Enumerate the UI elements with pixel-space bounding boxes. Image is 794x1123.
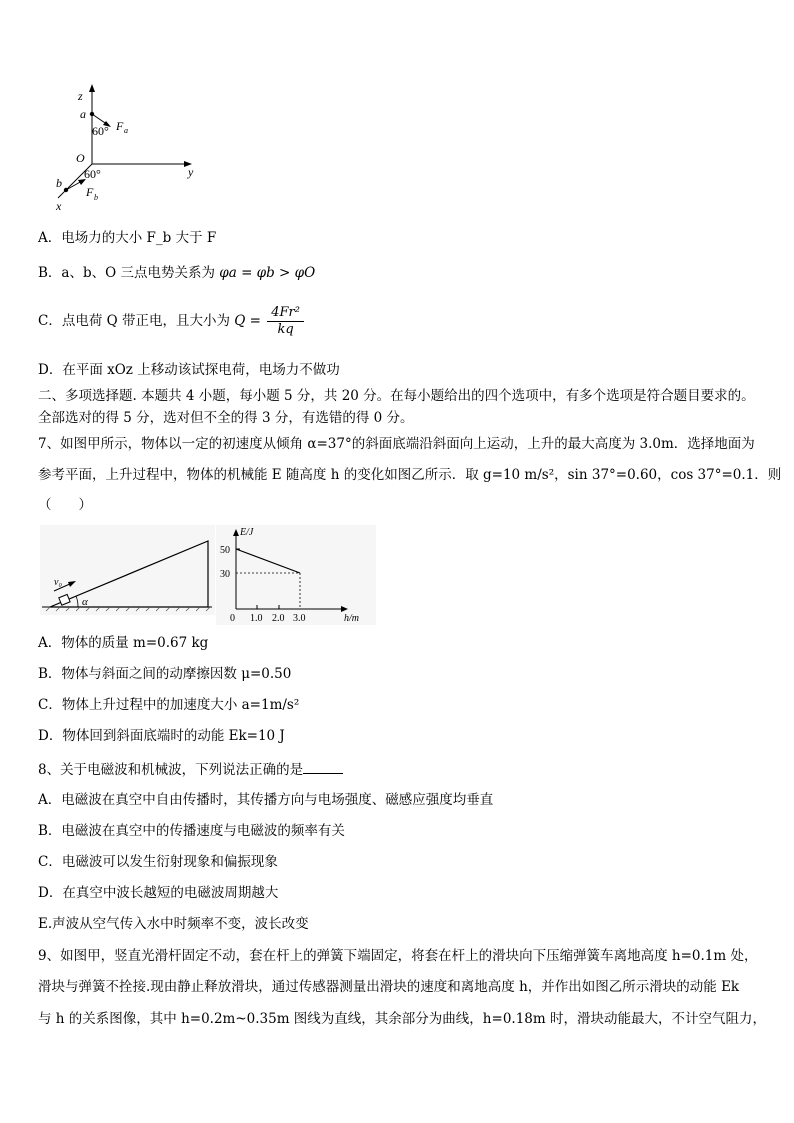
q6-option-b-formula: φa = φb > φO: [219, 265, 316, 281]
force-b-subscript: b: [94, 193, 98, 202]
z-axis-label: z: [78, 89, 83, 103]
alpha-label: α: [82, 596, 88, 608]
q6-option-b-prefix: B．a、b、O 三点电势关系为: [38, 265, 215, 281]
h-axis-label: h/m: [344, 613, 359, 624]
y-axis-label: y: [188, 165, 194, 179]
z-axis-arrow: [89, 84, 95, 92]
q8-option-b: B．电磁波在真空中的传播速度与电磁波的频率有关: [38, 823, 345, 839]
ytick-30-label: 30: [220, 569, 230, 580]
q7-option-b: B．物体与斜面之间的动摩擦因数 μ=0.50: [38, 666, 292, 682]
q6-option-c: [38, 304, 304, 338]
q6-option-b: [38, 263, 315, 283]
q8-option-a: A．电磁波在真空中自由传播时，其传播方向与电场强度、磁感应强度均垂直: [38, 792, 494, 808]
q6-option-a: A．电场力的大小 F_b 大于 F: [38, 230, 217, 246]
q8-option-c: C．电磁波可以发生衍射现象和偏振现象: [38, 854, 278, 870]
q6-coordinate-figure: [40, 80, 220, 215]
q6-option-c-denominator: kq: [277, 322, 294, 337]
q8-option-e: E.声波从空气传入水中时频率不变，波长改变: [38, 916, 309, 932]
point-b-label: b: [56, 176, 62, 190]
q6-option-c-lhs: Q =: [234, 313, 261, 329]
xtick-1-label: 1.0: [250, 613, 263, 624]
force-a-label: F: [116, 119, 124, 133]
e-axis-label: E/J: [240, 527, 254, 538]
q7-incline-figure: [40, 525, 215, 615]
q9-stem-line2: 滑块与弹簧不拴接.现由静止释放滑块，通过传感器测量出滑块的速度和离地高度 h，并作出如图乙所示滑块的动能 Ek: [38, 979, 740, 995]
section2-line2: 全部选对的得 5 分，选对但不全的得 3 分，有选错的得 0 分。: [38, 410, 414, 426]
x-axis-label: x: [56, 199, 62, 213]
q7-stem-line1: 7、如图甲所示，物体以一定的初速度从倾角 α=37°的斜面底端沿斜面向上运动，上升的最大高度为 3.0m．选择地面为: [38, 436, 755, 452]
q7-option-c: C．物体上升过程中的加速度大小 a=1m/s²: [38, 697, 300, 713]
q8-option-d: D．在真空中波长越短的电磁波周期越大: [38, 885, 279, 901]
q8-stem: [38, 759, 343, 780]
xtick-3-label: 3.0: [293, 613, 306, 624]
q7-stem-line3: （ ）: [38, 497, 92, 513]
q7-option-d: D．物体回到斜面底端时的动能 Ek=10 J: [38, 728, 285, 744]
q6-option-c-prefix: C．点电荷 Q 带正电，且大小为: [38, 313, 230, 329]
force-a-subscript: a: [124, 126, 128, 135]
angle-bottom-label: 60°: [84, 167, 101, 181]
force-b-label: F: [86, 185, 94, 199]
q6-option-c-numerator: 4Fr²: [267, 305, 304, 322]
v0-label: v₀: [54, 577, 62, 588]
section2-line1: 二、多项选择题. 本题共 4 小题，每小题 5 分，共 20 分。在每小题给出的四个选项中，有多个选项是符合题目要求的。: [38, 388, 755, 404]
q6-option-c-fraction: [267, 305, 304, 338]
origin-label: O: [76, 151, 85, 165]
q8-answer-blank: [303, 759, 343, 774]
point-a-label: a: [80, 107, 86, 121]
q7-energy-graph: [216, 525, 376, 625]
q9-stem-line3: 与 h 的关系图像，其中 h=0.2m~0.35m 图线为直线，其余部分为曲线，h=0.18m 时，滑块动能最大，不计空气阻力，: [38, 1011, 766, 1027]
xtick-2-label: 2.0: [272, 613, 285, 624]
ytick-50-label: 50: [220, 545, 230, 556]
q7-stem-line2: 参考平面，上升过程中，物体的机械能 E 随高度 h 的变化如图乙所示．取 g=10 m/s²，sin 37°=0.60，cos 37°=0.1．则: [38, 467, 782, 483]
angle-top-label: 60°: [92, 124, 109, 138]
q6-option-d: D．在平面 xOz 上移动该试探电荷，电场力不做功: [38, 362, 340, 378]
q9-stem-line1: 9、如图甲，竖直光滑杆固定不动，套在杆上的弹簧下端固定，将套在杆上的滑块向下压缩弹簧车离地高度 h=0.1m 处，: [38, 948, 758, 964]
q7-option-a: A．物体的质量 m=0.67 kg: [38, 635, 209, 651]
q8-stem-text: 8、关于电磁波和机械波，下列说法正确的是: [38, 762, 304, 778]
origin-label: 0: [230, 613, 235, 624]
